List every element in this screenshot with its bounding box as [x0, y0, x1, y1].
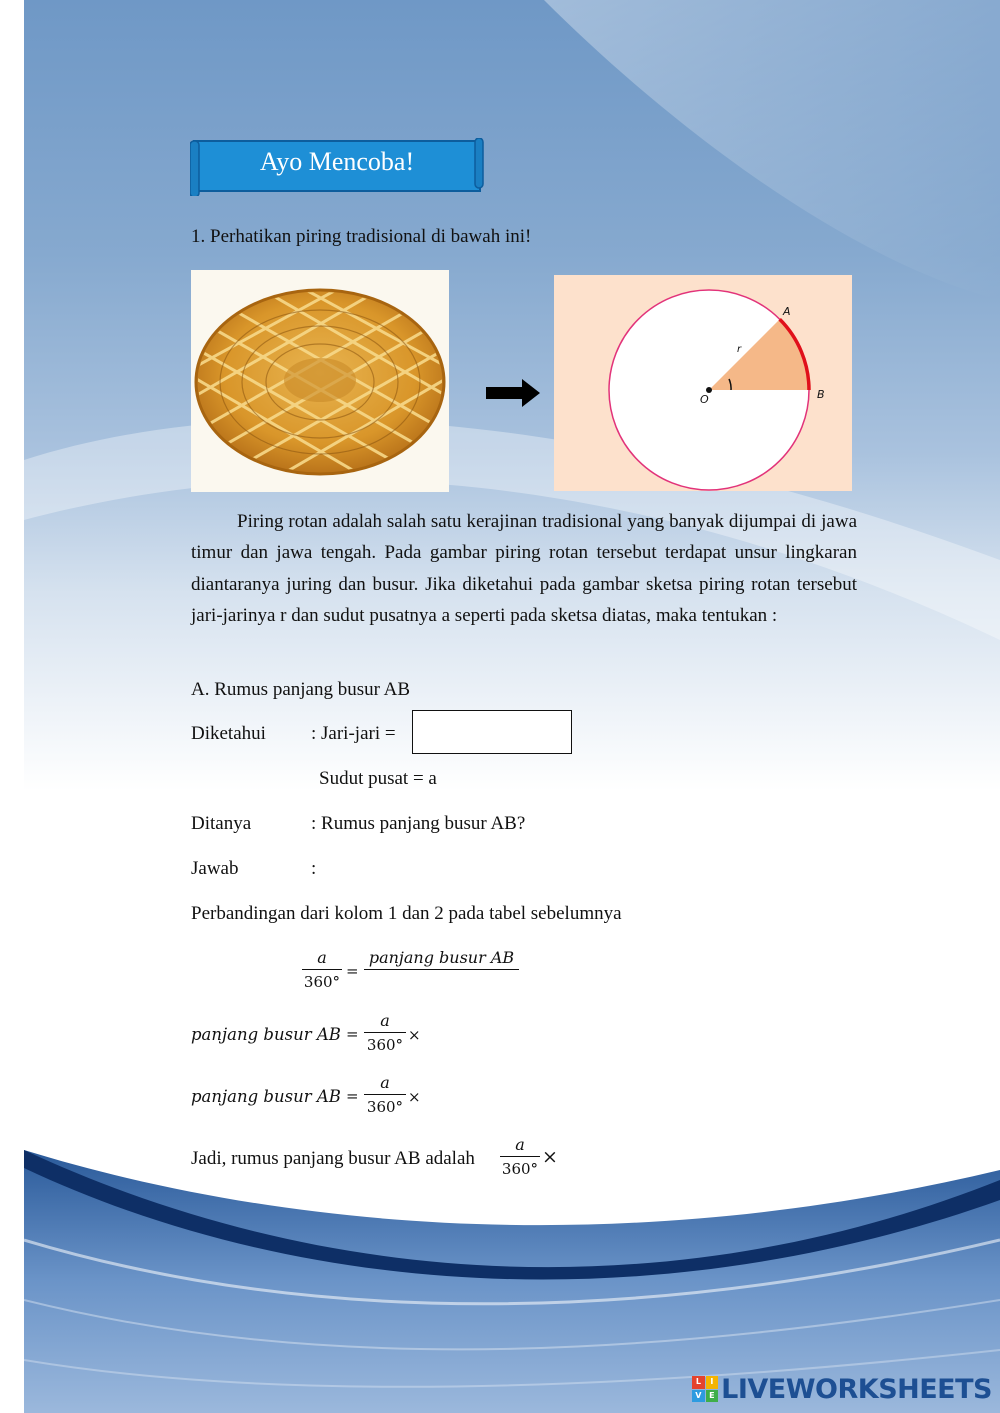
- asked-text: : Rumus panjang busur AB?: [311, 813, 526, 834]
- comparison-text: Perbandingan dari kolom 1 dan 2 pada tabel sebelumnya: [191, 903, 622, 924]
- angle-label: Sudut pusat = a: [319, 768, 437, 789]
- arc-length-label: panjang busur AB: [191, 1087, 341, 1106]
- liveworksheets-watermark: [692, 1371, 992, 1407]
- part-a-heading: A. Rumus panjang busur AB: [191, 679, 411, 700]
- answer-colon: :: [311, 858, 317, 879]
- label-a: A: [783, 305, 791, 318]
- question-intro: 1. Perhatikan piring tradisional di bawah ini!: [191, 226, 532, 247]
- fraction-a-over-360: a 360°: [303, 948, 341, 991]
- section-banner: [190, 138, 484, 192]
- known-label: Diketahui: [191, 723, 266, 744]
- radius-answer-input[interactable]: [412, 710, 572, 754]
- worksheet-page: [24, 0, 1000, 1413]
- fraction-a-over-360: a 360°: [364, 1073, 406, 1117]
- background-waves: [24, 0, 1000, 1413]
- times-sign: ×: [408, 1026, 421, 1044]
- label-r: r: [737, 344, 742, 355]
- banner-title: Ayo Mencoba!: [259, 147, 415, 176]
- liveworksheets-logo-icon: L I V E: [692, 1376, 718, 1402]
- label-b: B: [817, 388, 825, 401]
- radius-label: : Jari-jari =: [311, 723, 396, 744]
- fraction-a-over-360: a 360°: [501, 1135, 539, 1178]
- problem-paragraph: Piring rotan adalah salah satu kerajinan tradisional yang banyak dijumpai di jawa timur dan jawa tengah. Pada gambar piring rotan tersebut terdapat unsur lingkaran diantaranya juring dan busur. Jika diketahui pada gambar sketsa piring rotan tersebut jari-jarinya r dan sudut pusatnya a seperti pada sketsa diatas, maka tentukan :: [191, 511, 857, 627]
- equals-sign: =: [346, 1087, 359, 1105]
- watermark-text: LIVEWORKSHEETS: [721, 1373, 992, 1405]
- circle-sketch: [554, 275, 852, 491]
- fraction-arc-over-blank: panjang busur AB: [364, 948, 519, 972]
- fraction-a-over-360: a 360°: [364, 1011, 406, 1055]
- equals-sign: =: [346, 962, 359, 980]
- label-o: O: [700, 393, 709, 406]
- asked-label: Ditanya: [191, 813, 252, 834]
- rattan-plate-photo: [191, 270, 449, 492]
- arc-length-label: panjang busur AB: [191, 1025, 341, 1044]
- equals-sign: =: [346, 1025, 359, 1043]
- answer-label: Jawab: [191, 858, 239, 879]
- conclusion-text: Jadi, rumus panjang busur AB adalah: [191, 1148, 475, 1169]
- times-sign: ×: [408, 1088, 421, 1106]
- arrow-right-icon: [486, 378, 540, 408]
- times-sign: ×: [542, 1146, 558, 1168]
